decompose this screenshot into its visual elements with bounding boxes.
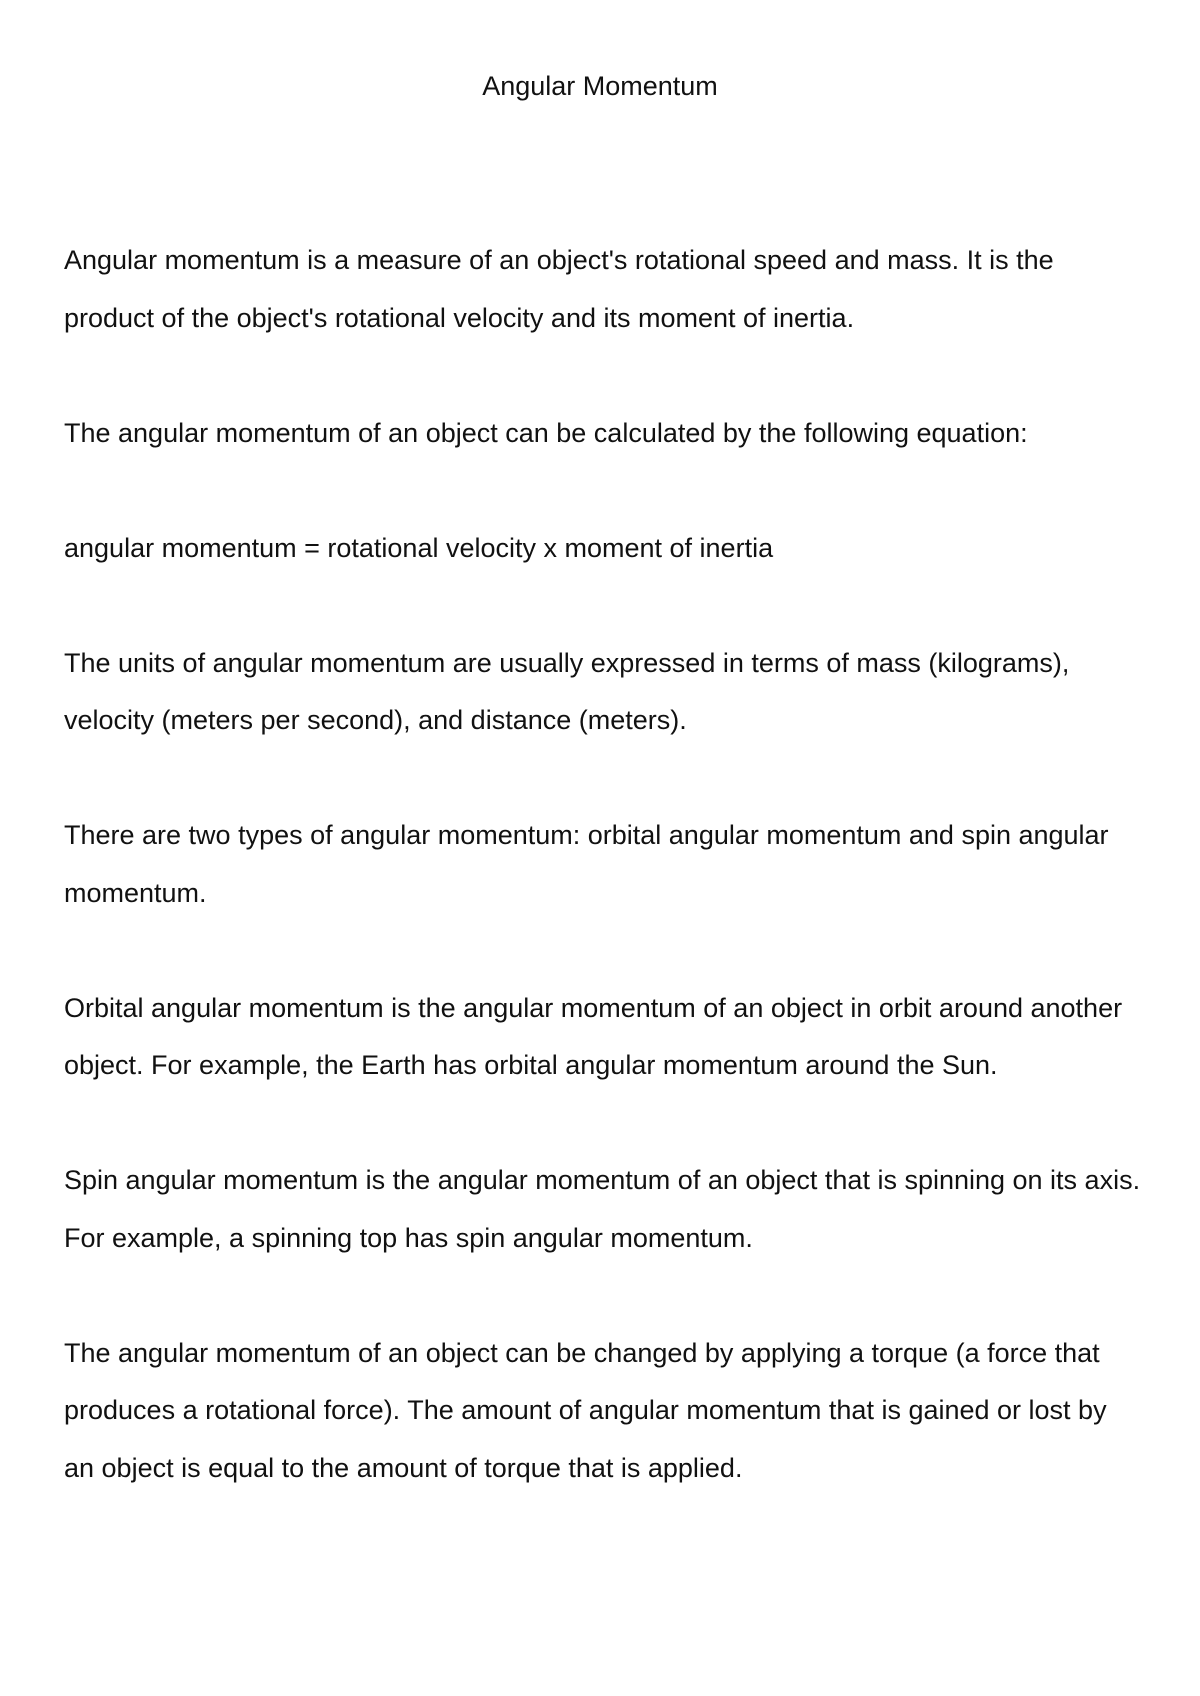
paragraph-spin: Spin angular momentum is the angular momentum of an object that is spinning on its axis. For example, a spinning top has spin angular momentum. — [64, 1165, 1141, 1253]
paragraph-orbital: Orbital angular momentum is the angular momentum of an object in orbit around another object. For example, the Earth has orbital angular momentum around the Sun. — [64, 992, 1123, 1080]
paragraph-equation-intro: The angular momentum of an object can be calculated by the following equation: — [64, 417, 1028, 448]
paragraph-types: There are two types of angular momentum: orbital angular momentum and spin angular momentum. — [64, 820, 1109, 908]
page-title: Angular Momentum — [482, 71, 718, 101]
paragraph-torque: The angular momentum of an object can be changed by applying a torque (a force that produces a rotational force). The amount of angular momentum that is gained or lost by an object is equal to the amount of torque that is applied. — [64, 1337, 1107, 1483]
paragraph-definition: Angular momentum is a measure of an object's rotational speed and mass. It is the product of the object's rotational velocity and its moment of inertia. — [64, 245, 1054, 333]
paragraph-equation: angular momentum = rotational velocity x moment of inertia — [64, 532, 774, 563]
paragraph-units: The units of angular momentum are usually expressed in terms of mass (kilograms), velocity (meters per second), and distance (meters). — [64, 647, 1070, 735]
document-body — [64, 232, 1144, 1555]
